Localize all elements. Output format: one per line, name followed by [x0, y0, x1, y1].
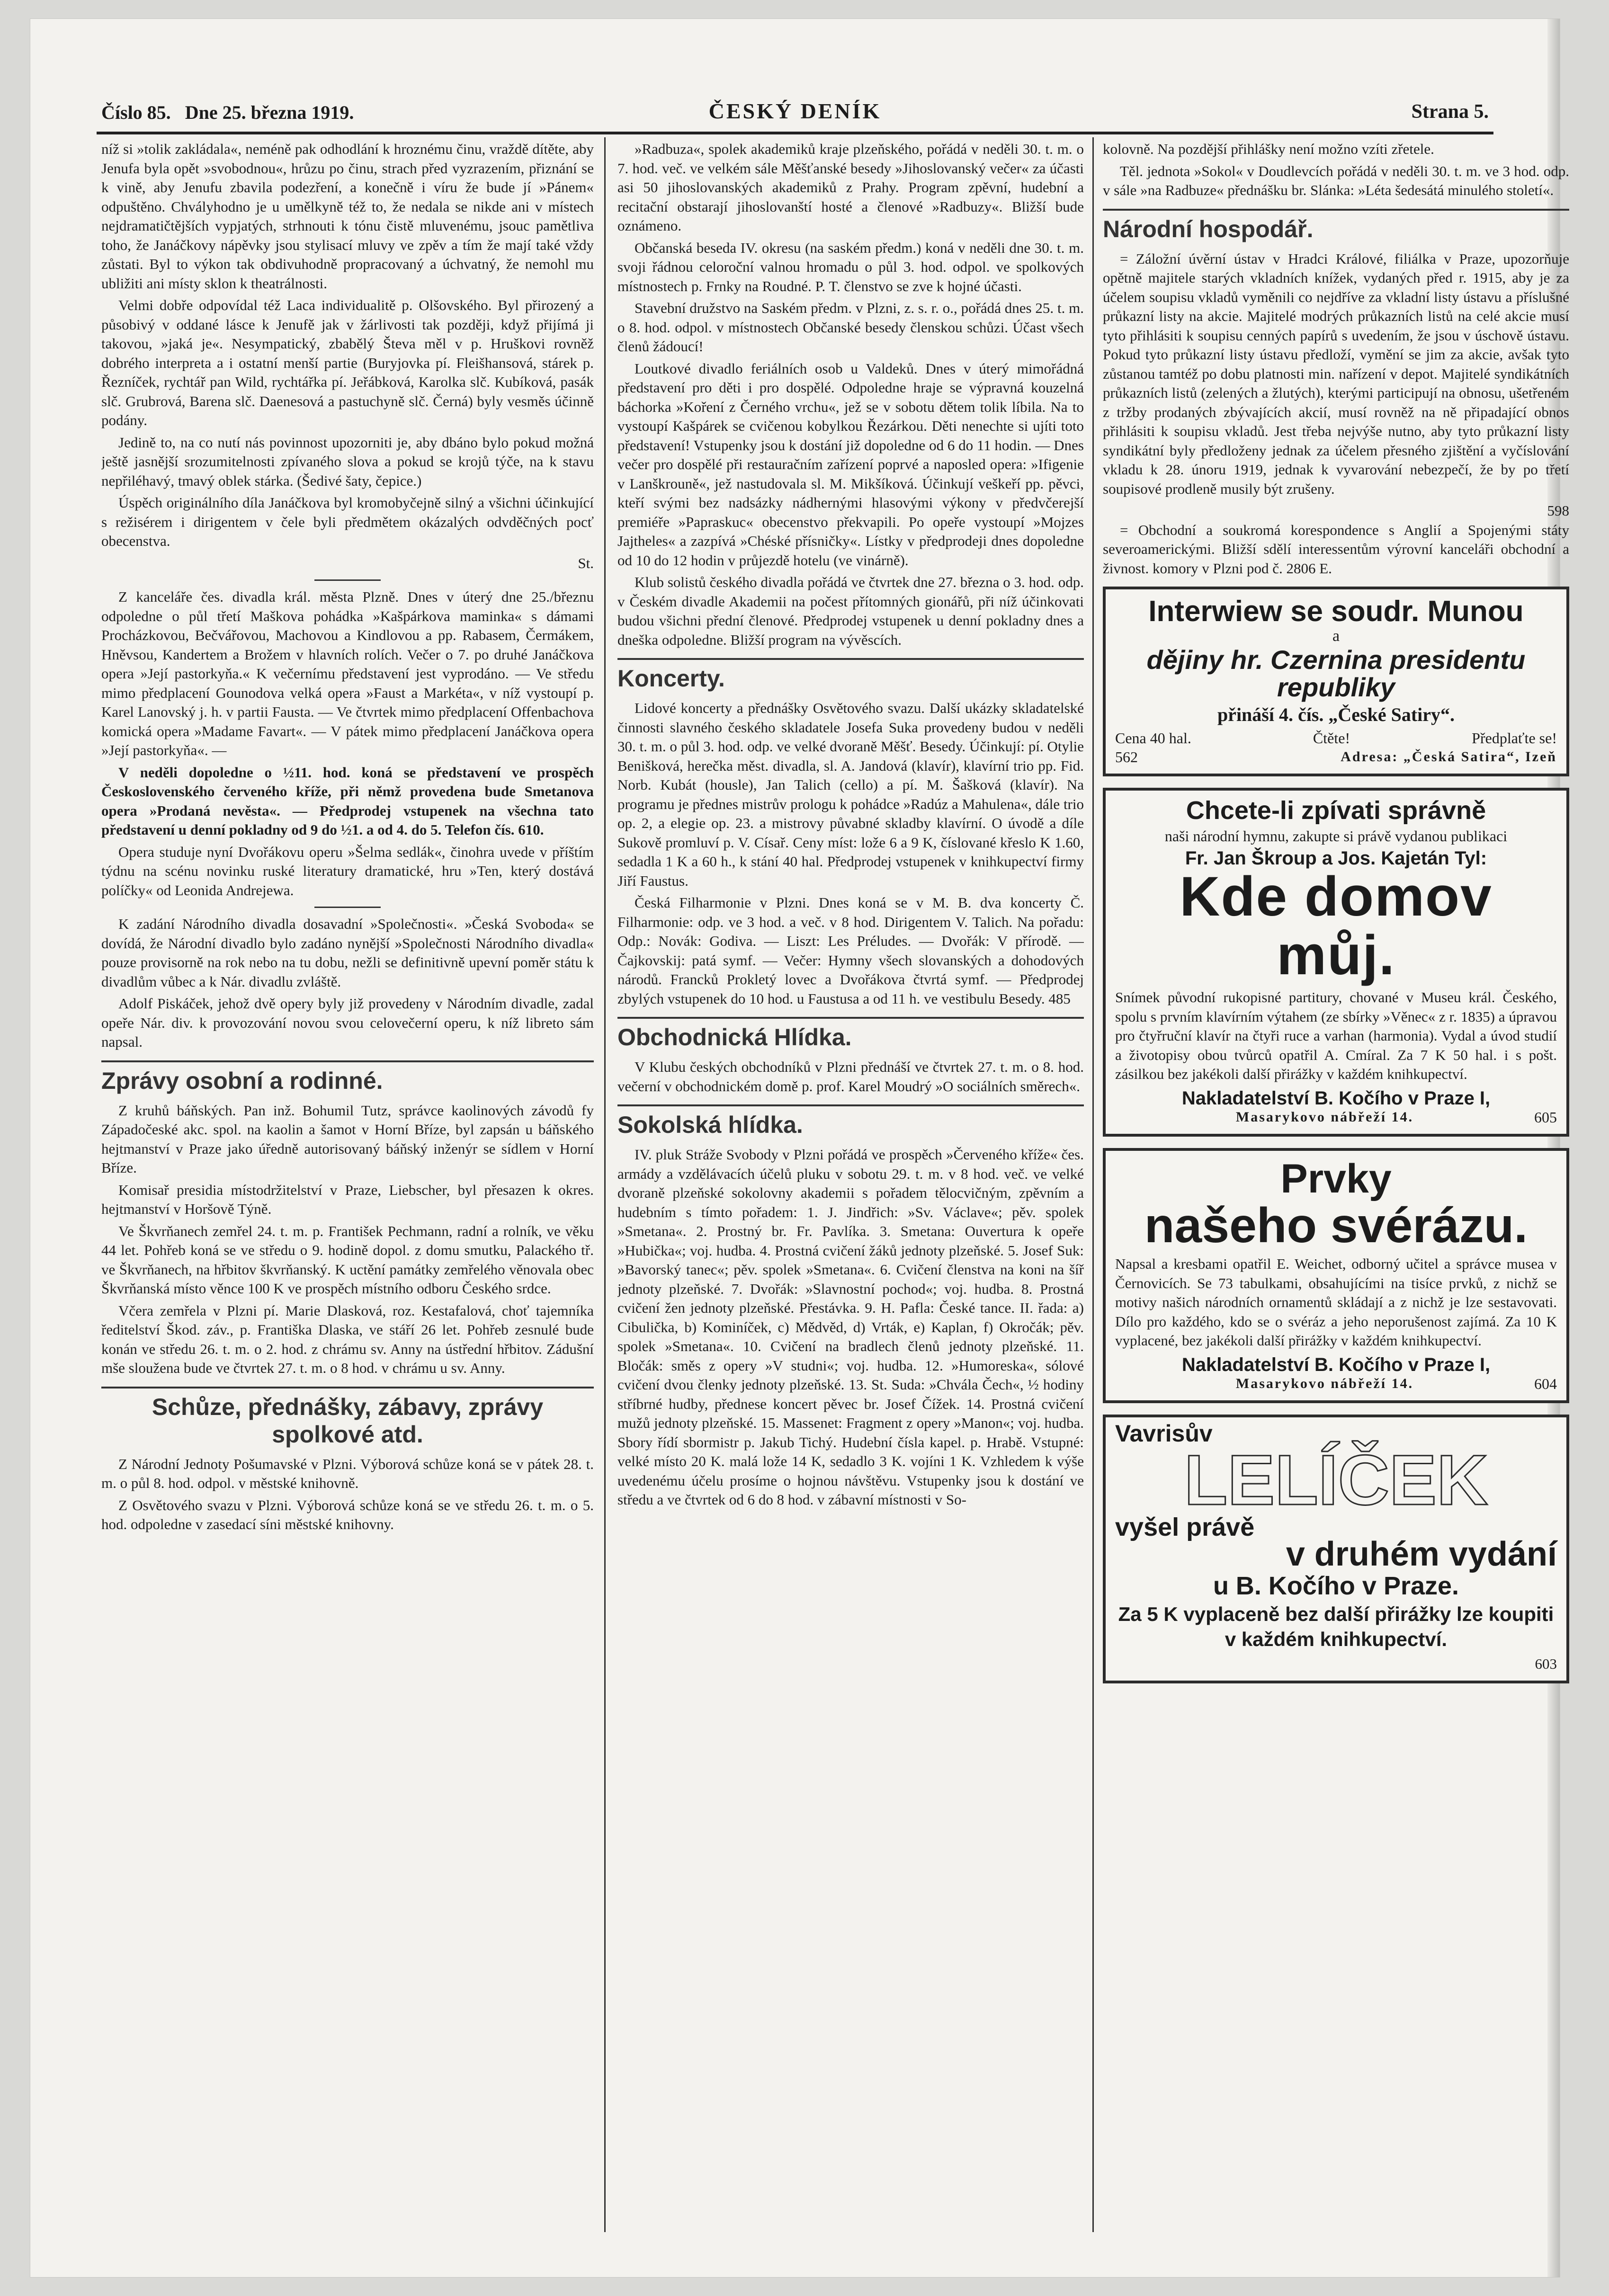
ad-headline: Interwiew se soudr. Munou	[1148, 595, 1524, 628]
ad-address: Masarykovo nábřeží 14.	[1235, 1376, 1414, 1392]
article-paragraph: Velmi dobře odpovídal též Laca individualitě p. Olšovského. Byl přirozený a působivý v oddané lásce k Jenufě jak v žárlivosti tak později, když přijímá ji takovou, »jaká je«. Nesympatický, zbabělý Števa měl v p. Hruškovi rovněž dobrého interpreta a i ostatní menší partie (Buryjovka pí. Fleišhansová, stárek p. Řezníček, rychtář pan Wild, rychtářka pí. Jeřábková, Karolka slč. Kubíková, pasák slč. Grubrová, Barena slč. Daenesová a pastuchyně slč. Černá) byly vesměs účinně podány.	[101, 297, 594, 428]
article-paragraph: Včera zemřela v Plzni pí. Marie Dlasková, roz. Kestafalová, choť tajemníka ředitelství Škod. záv., p. Františka Dlaska, ve stáří 26 let. Pohřeb zesnulé bude konán ve středu 26. t. m. o 2. hod. z chrámu sv. Anny na ústřední hřbitov. Zádušní mše sloužena bude ve čtvrtek 27. t. m. o 8 hod. v chrámu u sv. Anny.	[101, 1302, 594, 1376]
ad-address: Adresa: „Česká Satira“, Izeň	[1341, 749, 1557, 765]
article-paragraph: Jedině to, na co nutí nás povinnost upozorniti je, aby dbáno bylo pokud možná ještě jasnější srozumitelnosti zpívaného slova a pokud se krojů týče, na k stavu nepřiléhavý, tmavý oblek stárka. (Šedivé šaty, čepice.)	[101, 434, 594, 489]
author-signature: St.	[578, 554, 594, 571]
article-paragraph: Z Národní Jednoty Pošumavské v Plzni. Výborová schůze koná se v pátek 28. t. m. o půl 8. hod. odpol. v městské knihovně.	[101, 1455, 594, 1491]
ad-headline: v druhém vydání	[1286, 1535, 1557, 1574]
separator	[314, 579, 381, 581]
article-paragraph: Z kruhů báňských. Pan inž. Bohumil Tutz, správce kaolinových závodů fy Západočeské akc. spol. na kaolin a šamot v Horní Bříze, byl zapsán u báňského hejtmanství v Praze jako úředně autorisovaný báňský inženýr se sídlem v Horní Bříze.	[101, 1102, 594, 1176]
ad-text: vyšel právě	[1115, 1513, 1255, 1541]
ad-text: a	[1332, 627, 1340, 645]
column-2	[617, 140, 1084, 2234]
advert-ceska-satira	[1103, 587, 1569, 776]
page-number: Strana 5.	[1411, 101, 1489, 123]
section-heading: Sokolská hlídka.	[617, 1104, 1084, 1139]
ad-text: Vavrisův	[1115, 1420, 1213, 1447]
ad-headline: Prvky	[1280, 1156, 1392, 1201]
article-paragraph: Ve Škvrňanech zemřel 24. t. m. p. František Pechmann, radní a rolník, ve věku 44 let. Pohřeb koná se ve středu o 9. hodině dopol. z domu smutku, Palackého tř. ve Škvrňanech, na hřbitov škvrňanský. K uctění památky zemřelého věnovala obec Škvrňanská místo věnce 100 K ve prospěch místního odboru Českého srdce.	[101, 1222, 594, 1297]
ad-headline: LELÍČEK	[1184, 1440, 1488, 1520]
issue-and-date: Číslo 85. Dne 25. března 1919.	[101, 102, 354, 123]
ad-text: Čtěte!	[1313, 729, 1350, 747]
article-paragraph: Loutkové divadlo feriálních osob u Valdeků. Dnes v úterý mimořádná představení pro děti i pro dospělé. Odpoledne hraje se výpravná kouzelná báchorka »Koření z Černého vrchu«, jež se v sobotu dětem tolik líbila. Na to vystoupí Kašpárek se cvičenou kobylkou Řezárkou. Děti nenechte si ujíti toto představení! Vstupenky jsou k dostání již dopoledne od 6 do 11 hodin. — Dnes večer pro dospělé při restauračním zařízení poprvé a naposled opera: »Ifigenie v Lanškrouně«, jež nastudovala sl. M. Mikšíková. Účinkují veškeří pp. pěvci, kteří svými bez nadsázky nádhernými hlasovými výkony v předvčerejší premiéře »Papraskuc« obecenstvo překvapili. Po opeře vystoupí »Mojzes Jajtheles« a zazpívá »Chéské přísničky«. Lístky v předprodeji dnes dopoledne od 10 do 12 hodin v průjezdě hotelu (ve vinárně).	[617, 360, 1084, 569]
ad-headline: Kde domov můj.	[1180, 865, 1493, 987]
ad-address: Masarykovo nábřeží 14.	[1235, 1109, 1414, 1125]
ad-footer-row	[1115, 748, 1557, 767]
column-divider	[604, 137, 606, 2232]
section-heading: Obchodnická Hlídka.	[617, 1017, 1084, 1051]
article-paragraph: Česká Filharmonie v Plzni. Dnes koná se v M. B. dva koncerty Č. Filharmonie: odp. ve 3 hod. a več. v 8 hod. Dirigentem V. Talich. Na pořadu: Odp.: Novák: Godiva. — Liszt: Les Préludes. — Dvořák: V přírodě. — Čajkovskij: patá symf. — Večer: Hymny všech slovanských a dohodových národů. Francků Prokletý lovec a Dvořákova čtvrtá symf. — Předprodej zbylých vstupenek do 10 hod. u Faustusa a od 11 h. ve vestibulu Besedy. 485	[617, 894, 1084, 1007]
section-heading: Národní hospodář.	[1103, 209, 1569, 243]
article-paragraph: Stavební družstvo na Saském předm. v Plzni, z. s. r. o., pořádá dnes 25. t. m. o 8. hod. odpol. v místnostech Občanské besedy členskou schůzi. Účast všech členů žádoucí!	[617, 300, 1084, 355]
ad-number: 604	[1534, 1375, 1557, 1393]
ad-number: 603	[1535, 1655, 1557, 1673]
ad-text: naši národní hymnu, zakupte si právě vydanou publikaci	[1164, 828, 1508, 845]
article-paragraph: »Radbuza«, spolek akademiků kraje plzeňského, pořádá v neděli 30. t. m. o 7. hod. več. ve velkém sále Měšťanské besedy »Jihoslovanský večer« za účasti asi 50 jihoslovanských akademiků z Prahy. Program zpěvní, hudební a recitační obstarají jihoslovanští hosté a členové »Radbuzy«. Bližší bude oznámeno.	[617, 141, 1084, 234]
article-paragraph: Klub solistů českého divadla pořádá ve čtvrtek dne 27. března o 3. hod. odp. v Českém divadle Akademii na počest přítomných gionářů, při níž účinkovati budou všichni přední členové. Předprodej vstupenek u denní pokladny dnes a dneška odpoledne. Bližší program na vývěscích.	[617, 574, 1084, 648]
article-paragraph: V neděli dopoledne o ½11. hod. koná se představení ve prospěch Československého červeného kříže, při němž provedena bude Smetanova opera »Prodaná nevěsta«. — Předprodej vstupenek na všechna tato představení u denní pokladny od 9 do ½1. a od 4. do 5. Telefon čís. 610.	[101, 764, 594, 838]
section-heading: Schůze, přednášky, zábavy, zprávy spolkové atd.	[101, 1387, 594, 1448]
advert-lelicek	[1103, 1415, 1569, 1683]
article-paragraph: V Klubu českých obchodníků v Plzni přednáší ve čtvrtek 27. t. m. o 8. hod. večerní v obchodnickém domě p. prof. Karel Moudrý »O sociálních směrech«.	[617, 1059, 1084, 1095]
ad-publisher: Nakladatelství B. Kočího v Praze I,	[1181, 1087, 1491, 1109]
ad-publisher: Nakladatelství B. Kočího v Praze I,	[1181, 1354, 1491, 1375]
ad-text: přináší 4. čís. „České Satiry“.	[1217, 704, 1455, 726]
article-paragraph: Komisař presidia místodržitelství v Praze, Liebscher, byl přesazen k okres. hejtmanství v Horšově Týně.	[101, 1181, 594, 1217]
article-paragraph: = Záložní úvěrní ústav v Hradci Králové, filiálka v Praze, upozorňuje opětně majitele starých vkladních knížek, vydaných před r. 1915, aby je za účelem soupisu vkladů vyměnili co nejdříve za vkladní listy ústavu a příslušné průkazní listy na akcie. Majitelé modrých průkazních listů na celé akcie musí tyto přihlásiti k soupisu cenných papírů s uvedením, že jsou v úschově ústavu. Pokud tyto průkazní listy ústavu předloží, vymění se jim za akcie, avšak tyto zůstanou tamtéž po dobu platnosti min. nařízení v depot. Majitelé syndikátních průkazních listů (zelených a žlutých), kterými participují na obnosu, ušetřeném z tržby prodaných zbývajících akcií, musí rovněž na ně připadající obnos přihlásiti k soupisu vkladů. Jest třeba nejvýše nutno, aby tyto průkazní listy syndikátní byly předloženy jednak za účelem přesného zjištění a vyčíslování vkladu k 28. únoru 1919, jednak k vyvarování nebezpečí, že by po třetí soupisové prodleně musily být zrušeny.	[1103, 250, 1569, 497]
column-3	[1103, 140, 1569, 2234]
header-rule	[97, 132, 1493, 134]
separator	[314, 907, 381, 908]
ad-headline: u B. Kočího v Praze.	[1213, 1571, 1459, 1600]
article-paragraph: níž si »tolik zakládala«, neméně pak odhodlání k hroznému činu, vraždě dítěte, aby Jenufa byla opět »svobodnou«, hrůzu po činu, strach před vyzrazením, přiznání se k vině, aby Jenufu zbavila podezření, a konečně i víru že bude jí »Pánem« odpuštěno. Chvályhodno je u umělkyně též to, že nedala se nikde ani v místech nejdramatičtějších vypjatých, strhnouti k tónu čistě mluvenému, jsouc pamětliva toho, že Janáčkovy nápěvky jsou stylisací mluvy ve zpěv a tím že mají také vždy zůstati. Byl to výkon tak obdivuhodně propracovaný a úchvatný, že nemohl mu ubližiti ani místy sklon k theatrálnosti.	[101, 141, 594, 292]
article-paragraph: Úspěch originálního díla Janáčkova byl kromobyčejně silný a všichni účinkující s režisérem i dirigentem v čele byli předmětem okázalých odvděčných pocť obecenstva.	[101, 494, 594, 549]
masthead-title: ČESKÝ DENÍK	[708, 99, 882, 123]
section-heading: Koncerty.	[617, 658, 1084, 692]
ad-number: 598	[1547, 502, 1569, 519]
ad-text: Snímek původní rukopisné partitury, chované v Museu král. Českého, spolu s prvním klavírním výtahem (ze sbírky »Věnec« z r. 1835) a úpravou pro čtyřruční klavír na čtyři ruce a varhan (harmonia). Vydal a úvod studií a životopisy obou tvůrců opatřil A. Cmíral. Za 7 K 50 hal. i s pošt. zásilkou bez jakékoli další přirážky v každém knihkupectví.	[1115, 989, 1557, 1083]
ad-text: Předplaťte se!	[1472, 729, 1557, 747]
section-heading: Zprávy osobní a rodinné.	[101, 1060, 594, 1095]
article-paragraph: Opera studuje nyní Dvořákovu operu »Šelma sedlák«, činohra uvede v příštím týdnu na scénu novinku ruské literatury dramatické, hru »Ten, který dostává políčky« od Leonida Andrejewa.	[101, 843, 594, 899]
article-paragraph: Z Osvětového svazu v Plzni. Výborová schůze koná se ve středu 26. t. m. o 5. hod. odpoledne v zasedací síni městské knihovny.	[101, 1496, 594, 1532]
article-paragraph: kolovně. Na pozdější přihlášky není možno vzíti zřetele.	[1103, 141, 1434, 157]
advert-kde-domov-muj	[1103, 788, 1569, 1137]
ad-number: 485	[1048, 990, 1071, 1007]
article-paragraph: Z kanceláře čes. divadla král. města Plzně. Dnes v úterý dne 25./březnu odpoledne o půl třetí Maškova pohádka »Kašpárkova maminka« s dámami Procházkovou, Bečvářovou, Machovou a Kindlovou a pp. Rabasem, Čermákem, Hněvsou, Kandertem a Brožem v hlavních rolích. Večer o 7. po druhé Janáčkova opera »Její pastorkyňa.« K večernímu představení jest vyprodáno. — Ve středu mimo předplacení Gounodova velká opera »Faust a Markéta«, v níž vystoupí p. Karel Lanovský j. h. v partii Fausta. — Ve čtvrtek mimo předplacení Offenbachova komická opera »Madame Favart«. — V pátek mimo předplacení Janáčkova opera »Její pastorkyňa«. —	[101, 588, 594, 758]
page-header	[101, 90, 1489, 123]
article-paragraph: Adolf Piskáček, jehož dvě opery byly již provedeny v Národním divadle, zadal opeře Nár. div. k provozování novou svou celovečerní operu, k níž libreto sám napsal.	[101, 995, 594, 1050]
ad-headline: Chcete-li zpívati správně	[1186, 796, 1486, 825]
ad-headline: dějiny hr. Czernina presidentu republiky	[1146, 644, 1526, 703]
ad-price: Cena 40 hal.	[1115, 729, 1191, 747]
ad-text: Za 5 K vyplaceně bez další přirážky lze koupiti v každém knihkupectví.	[1118, 1603, 1554, 1650]
ad-headline: našeho svérázu.	[1144, 1198, 1528, 1253]
advert-prvky-sverazu	[1103, 1148, 1569, 1403]
article-paragraph: K zadání Národního divadla dosavadní »Společnosti«. »Česká Svoboda« se dovídá, že Národní divadlo bylo zadáno nynější »Společnosti Národního divadla« pouze provisorně na rok nebo na tu dobu, nežli se definitivně upevní poměr státu k divadlům vůbec a k Nár. divadlu zvláště.	[101, 916, 594, 990]
article-paragraph: = Obchodní a soukromá korespondence s Anglií a Spojenými státy severoamerickými. Bližší sdělí interessentům výrovní kanceláři obchodní a živnost. komory v Plzni pod č. 2806 E.	[1103, 521, 1569, 577]
article-paragraph: Těl. jednota »Sokol« v Doudlevcích pořádá v neděli 30. t. m. ve 3 hod. odp. v sále »na Radbuze« přednášku br. Slánka: »Léta šedesátá minulého století«.	[1103, 162, 1569, 198]
ad-footer-row	[1115, 1108, 1557, 1127]
article-paragraph: Občanská beseda IV. okresu (na saském předm.) koná v neděli dne 30. t. m. svoji řádnou celoroční valnou hromadu o půl 3. hod. odpol. ve spolkových místnostech p. Frnky na Roudné. P. T. členstvo se zve k hojné účasti.	[617, 239, 1084, 294]
ad-price-row	[1115, 729, 1557, 748]
ad-text: Fr. Jan Škroup a Jos. Kajetán Tyl:	[1185, 847, 1487, 869]
column-divider	[1092, 137, 1094, 2232]
ad-number: 605	[1534, 1109, 1557, 1126]
ad-footer-row	[1115, 1374, 1557, 1394]
article-paragraph: IV. pluk Stráže Svobody v Plzni pořádá ve prospěch »Červeného kříže« čes. armády a vzdělávacích účelů pluku v sobotu 29. t. m. v 8 hod. več. ve velké dvoraně plzeňské sokolovny akademii s pořadem tělocvičným, zpěvním a hudebním s tímto pořadem: 1. J. Jindřich: »Sv. Václave«; pěv. spolek »Smetana«. 2. Prostný br. Fr. Pavlíka. 3. Smetana: Ouvertura k opeře »Hubička«; voj. hudba. 4. Prostná cvičení žáků jednoty plzeňské. 5. Josef Suk: »Bavorský tanec«; pěv. spolek »Smetana«. 6. Cvičení členstva na koni na šíř jednoty plzeňské. 7. Dvořák: »Slavnostní pochod«; voj. hudba. 8. Prostná cvičení žen jednoty plzeňské. Přestávka. 9. H. Pafla: České tance. II. řada: a) Cibulička, b) Kominíček, c) Mědvěd, d) Vrták, e) Kaplan, f) Okročák; pěv. spolek »Smetana«. 10. Cvičení na bradlech členů jednoty plzeňské. 11. Bločák: směs z opery »V studni«; voj. hudba. 12. »Humoreska«, sólové cvičení dvou členky jednoty plzeňské. 13. St. Suda: »Chvála Čech«, ½ hodiny stříbrné hudby, přednese koncert pěvec br. Josef Čížek. 14. Prostná cvičení mužů jednoty plzeňské. 15. Massenet: Fragment z opery »Manon«; voj. hudba. Sbory řídí sbormistr p. Jakub Tichý. Hudební čísla kapel. p. Hrabě. Vstupné: velké místo 20 K. malá lože 14 K, sedadlo 3 K. vojíni 1 K. Vzhledem k výše uvedenému účelu prosíme o hojnou návštěvu. Vstupenky jsou k dostání ve středu a ve čtvrtek od 6 do 8 hod. v zábavní místnosti v So-	[617, 1146, 1084, 1508]
article-paragraph: Lidové koncerty a přednášky Osvětového svazu. Další ukázky skladatelské činnosti slavného českého skladatele Josefa Suka provedeny budou v neděli 30. t. m. o půl 3. hod. odp. ve velké dvoraně Měšť. Besedy. Účinkují: pí. Otylie Benišková, herečka měst. divadla, sl. A. Jandová (klavír), klavírní trio pp. Fid. Norb. Kubát (housle), Jan Talich (cello) a pí. M. Šašková (klavír). Na programu je přednes mistrův prologu k pohádce »Radúz a Mahulena«, dále trio op. 2, a elegie op. 23. a mistrovy půvabné skladby klavírní. O úvodě a díle Sukově promluví p. V. Císař. Ceny míst: lože 6 a 9 K, číslované křeslo K 1.60, sedadla 1 K a 60 h., k stání 40 hal. Předprodej vstupenek v knihkupectví firmy Jiří Faustus.	[617, 700, 1084, 889]
column-1	[101, 140, 594, 2234]
ad-number: 562	[1115, 748, 1138, 766]
newspaper-page	[30, 19, 1569, 2277]
ad-text: Napsal a kresbami opatřil E. Weichet, odborný učitel a správce musea v Černovicích. Se 73 tabulkami, obsahujícími na tisíce prvků, z nichž se motivy našich národních ornamentů skládají a z nichž je lze sestavovati. Dílo pro každého, kdo se o svéráz a jeho neporušenost zajímá. Za 10 K vyplacené, bez jakékoli další přirážky v každém knihkupectví.	[1115, 1255, 1557, 1349]
